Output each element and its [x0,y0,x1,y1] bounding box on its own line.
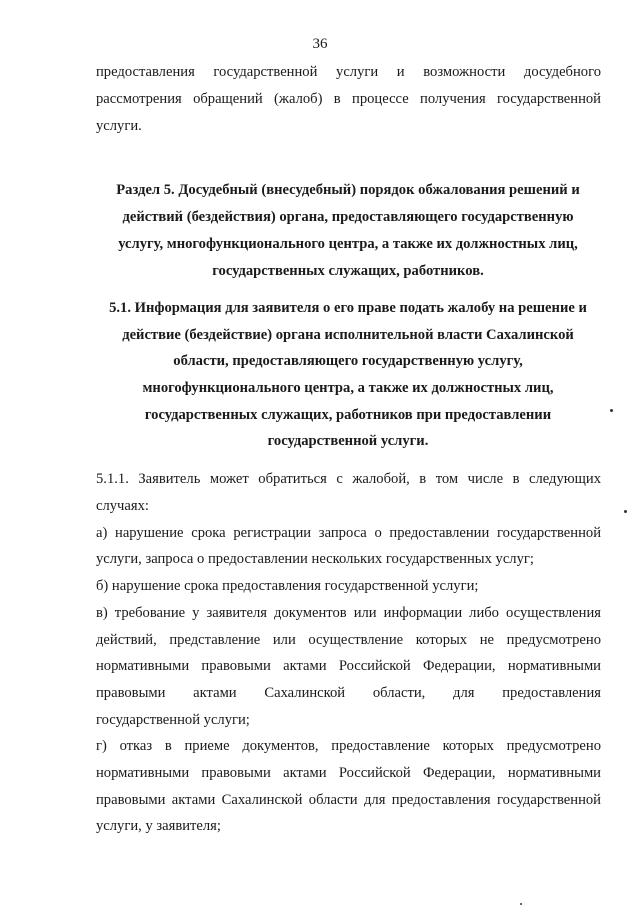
body-line: 5.1.1. Заявитель может обратиться с жалобой, в том числе в следующих [96,471,601,487]
body-line: государственной услуги; [96,712,250,728]
section-title-line: государственных служащих, работников. [212,263,484,279]
subsection-title-line: государственной услуги. [267,433,429,449]
body-line: нормативными правовыми актами Российской Федерации, нормативными [96,658,601,674]
intro-line: рассмотрения обращений (жалоб) в процессе получения государственной [96,91,601,107]
body-line: правовыми актами Сахалинской области, для предоставления [96,685,601,701]
section-title-line: действий (бездействия) органа, предоставляющего государственную [122,209,574,225]
scan-speck [610,409,613,412]
body-line: нормативными правовыми актами Российской Федерации, нормативными [96,765,601,781]
subsection-title-line: государственных служащих, работников при предоставлении [144,407,552,423]
subsection-title-line: многофункционального центра, а также их должностных лиц, [142,380,554,396]
subsection-title-line: области, предоставляющего государственную услугу, [173,353,523,369]
subsection-title-line: действие (бездействие) органа исполнительной власти Сахалинской [122,327,574,343]
body-line: б) нарушение срока предоставления государственной услуги; [96,578,479,594]
intro-line: услуги. [96,118,142,134]
body-line: услуги, у заявителя; [96,818,221,834]
body-line: действий, представление или осуществление которых не предусмотрено [96,632,601,648]
body-line: услуги, запроса о предоставлении нескольких государственных услуг; [96,551,534,567]
intro-line: предоставления государственной услуги и возможности досудебного [96,64,601,80]
section-title-line: услугу, многофункционального центра, а также их должностных лиц, [118,236,578,252]
subsection-title-line: 5.1. Информация для заявителя о его праве подать жалобу на решение и [109,300,587,316]
body-line: в) требование у заявителя документов или информации либо осуществления [96,605,601,621]
body-line: случаях: [96,498,149,514]
page-number: 36 [312,36,328,52]
body-line: г) отказ в приеме документов, предоставление которых предусмотрено [96,738,601,754]
body-line: правовыми актами Сахалинской области для предоставления государственной [96,792,601,808]
body-line: а) нарушение срока регистрации запроса о предоставлении государственной [96,525,601,541]
scan-speck [624,510,627,513]
section-title-line: Раздел 5. Досудебный (внесудебный) порядок обжалования решений и [116,182,580,198]
scan-speck [520,903,522,905]
